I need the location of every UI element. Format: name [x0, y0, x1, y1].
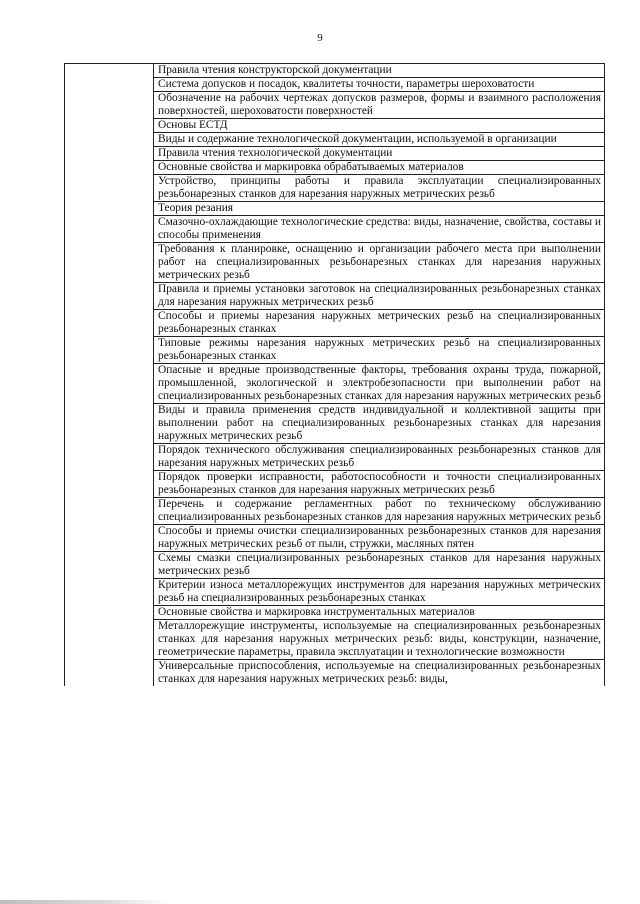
knowledge-item: Устройство, принципы работы и правила эксплуатации специализированных резьбонарезных станков для нарезания наружных метрических резьб — [154, 175, 605, 202]
knowledge-item: Виды и правила применения средств индивидуальной и коллективной защиты при выполнении работ на специализированных резьбонарезных станках для нарезания наружных метрических резьб — [154, 404, 605, 444]
knowledge-item: Виды и содержание технологической документации, используемой в организации — [154, 133, 605, 147]
knowledge-item: Порядок технического обслуживания специализированных резьбонарезных станков для нарезания наружных метрических резьб — [154, 444, 605, 471]
knowledge-item: Основные свойства и маркировка инструментальных материалов — [154, 606, 605, 620]
knowledge-item: Система допусков и посадок, квалитеты точности, параметры шероховатости — [154, 78, 605, 92]
scan-edge-artifact — [0, 900, 170, 904]
knowledge-item: Металлорежущие инструменты, используемые на специализированных резьбонарезных станках для нарезания наружных метрических резьб: виды, конструкции, назначение, геометрические параметры, правила эксплуатации и технологические возможности — [154, 620, 605, 660]
knowledge-item: Схемы смазки специализированных резьбонарезных станков для нарезания наружных метрических резьб — [154, 552, 605, 579]
knowledge-item: Способы и приемы нарезания наружных метрических резьб на специализированных резьбонарезных станках — [154, 310, 605, 337]
knowledge-item: Универсальные приспособления, используемые на специализированных резьбонарезных станках для нарезания наружных метрических резьб: виды, — [154, 660, 605, 687]
knowledge-table-body — [65, 64, 605, 687]
knowledge-item: Правила чтения конструкторской документации — [154, 64, 605, 78]
knowledge-item: Порядок проверки исправности, работоспособности и точности специализированных резьбонарезных станков для нарезания наружных метрических резьб — [154, 471, 605, 498]
knowledge-item: Правила и приемы установки заготовок на специализированных резьбонарезных станках для нарезания наружных метрических резьб — [154, 283, 605, 310]
knowledge-table — [64, 63, 605, 686]
left-column-cell — [65, 64, 154, 687]
table-row — [65, 64, 605, 78]
knowledge-item: Обозначение на рабочих чертежах допусков размеров, формы и взаимного расположения поверхностей, шероховатости поверхностей — [154, 92, 605, 119]
knowledge-item: Требования к планировке, оснащению и организации рабочего места при выполнении работ на специализированных резьбонарезных станках для нарезания наружных метрических резьб — [154, 243, 605, 283]
knowledge-item: Смазочно-охлаждающие технологические средства: виды, назначение, свойства, составы и способы применения — [154, 216, 605, 243]
knowledge-item: Критерии износа металлорежущих инструментов для нарезания наружных метрических резьб на специализированных резьбонарезных станках — [154, 579, 605, 606]
knowledge-item: Теория резания — [154, 202, 605, 216]
knowledge-item: Основы ЕСТД — [154, 119, 605, 133]
knowledge-item: Опасные и вредные производственные факторы, требования охраны труда, пожарной, промышленной, экологической и электробезопасности при выполнении работ на специализированных резьбонарезных станках для нарезания наружных метрических резьб — [154, 364, 605, 404]
page-number: 9 — [317, 32, 323, 44]
knowledge-item: Типовые режимы нарезания наружных метрических резьб на специализированных резьбонарезных станках — [154, 337, 605, 364]
knowledge-item: Перечень и содержание регламентных работ по техническому обслуживанию специализированных резьбонарезных станков для нарезания наружных метрических резьб — [154, 498, 605, 525]
knowledge-item: Основные свойства и маркировка обрабатываемых материалов — [154, 161, 605, 175]
knowledge-item: Способы и приемы очистки специализированных резьбонарезных станков для нарезания наружных метрических резьб от пыли, стружки, масляных пятен — [154, 525, 605, 552]
knowledge-item: Правила чтения технологической документации — [154, 147, 605, 161]
